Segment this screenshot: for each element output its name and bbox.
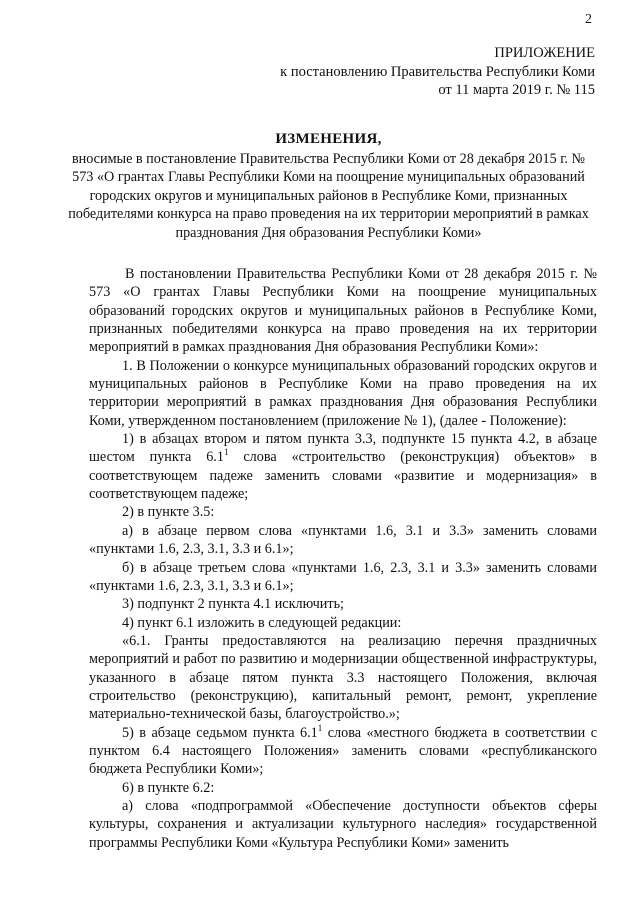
appendix-date: от 11 марта 2019 г. № 115 [438, 82, 595, 98]
paragraph-text: слова «строительство (реконструкция) объектов» в соответствующем падеже заменить словами «развитие и модернизация» в соответствующем падеже; [89, 449, 598, 503]
paragraph-item-6a: а) слова «подпрограммой «Обеспечение доступности объектов сферы культуры, сохранения и актуализации культурного наследия» государственной программы Республики Коми «Культура Республики Коми» заменить [89, 797, 597, 851]
paragraph-item-6: 6) в пункте 6.2: [122, 779, 215, 796]
paragraph-item-2: 2) в пункте 3.5: [122, 504, 215, 521]
paragraph-item-2a: а) в абзаце первом слова «пунктами 1.6, 3.1 и 3.3» заменить словами «пунктами 1.6, 2.3, 3.1, 3.3 и 6.1»; [89, 522, 597, 558]
appendix-header [280, 44, 595, 100]
document-title: ИЗМЕНЕНИЯ, [275, 131, 382, 147]
paragraph-item-1-1 [89, 430, 597, 503]
document-body [89, 265, 597, 852]
paragraph-text: 1) в абзацах втором и пятом пункта 3.3, подпункте 15 пункта 4.2, в абзаце шестом пункта 6.1 [89, 431, 597, 466]
superscript: 1 [317, 722, 323, 733]
page-number: 2 [585, 12, 592, 27]
paragraph-item-5 [89, 724, 597, 779]
paragraph-quote: «6.1. Гранты предоставляются на реализацию перечня праздничных мероприятий и работ по развитию и модернизации общественной инфраструктуры, указанного в абзаце пятом пункта 3.3 настоящего Положения, включая строительство (реконструкцию), капитальный ремонт, ремонт, укрепление материально-технической базы, благоустройство.»; [89, 632, 597, 723]
paragraph-item-1: 1. В Положении о конкурсе муниципальных образований городских округов и муниципальных районов в Республике Коми на право проведения на их территории мероприятий в рамках празднования Дня образования Республики Коми, утвержденном постановлением (приложение № 1), (далее - Положение): [89, 357, 597, 429]
paragraph-item-4: 4) пункт 6.1 изложить в следующей редакции: [122, 614, 402, 631]
intro-paragraph: В постановлении Правительства Республики Коми от 28 декабря 2015 г. № 573 «О грантах Главы Республики Коми на поощрение муниципальных образований городских округов и муниципальных районов в Республике Коми, признанных победителями конкурса на право проведения на их территории мероприятий в рамках празднования Дня образования Республики Коми»: [89, 266, 597, 356]
paragraph-text: слова «местного бюджета в соответствии с пунктом 6.4 настоящего Положения» заменить словами «республиканского бюджета Республики Коми»; [89, 724, 597, 778]
paragraph-text: 5) в абзаце седьмом пункта 6.1 [122, 724, 318, 741]
paragraph-item-3: 3) подпункт 2 пункта 4.1 исключить; [122, 596, 344, 613]
appendix-title: ПРИЛОЖЕНИЕ [494, 45, 595, 61]
superscript: 1 [223, 447, 229, 458]
document-heading [60, 130, 597, 242]
appendix-reference: к постановлению Правительства Республики Коми [280, 63, 595, 80]
document-subtitle: вносимые в постановление Правительства Республики Коми от 28 декабря 2015 г. № 573 «О грантах Главы Республики Коми на поощрение муниципальных образований городских округов и муниципальных районов в Республике Коми, признанных победителями конкурса на право проведения на их территории мероприятий в рамках празднования Дня образования Республики Коми» [68, 151, 589, 241]
paragraph-item-2b: б) в абзаце третьем слова «пунктами 1.6, 2.3, 3.1 и 3.3» заменить словами «пунктами 1.6, 2.3, 3.1, 3.3 и 6.1»; [89, 559, 597, 594]
